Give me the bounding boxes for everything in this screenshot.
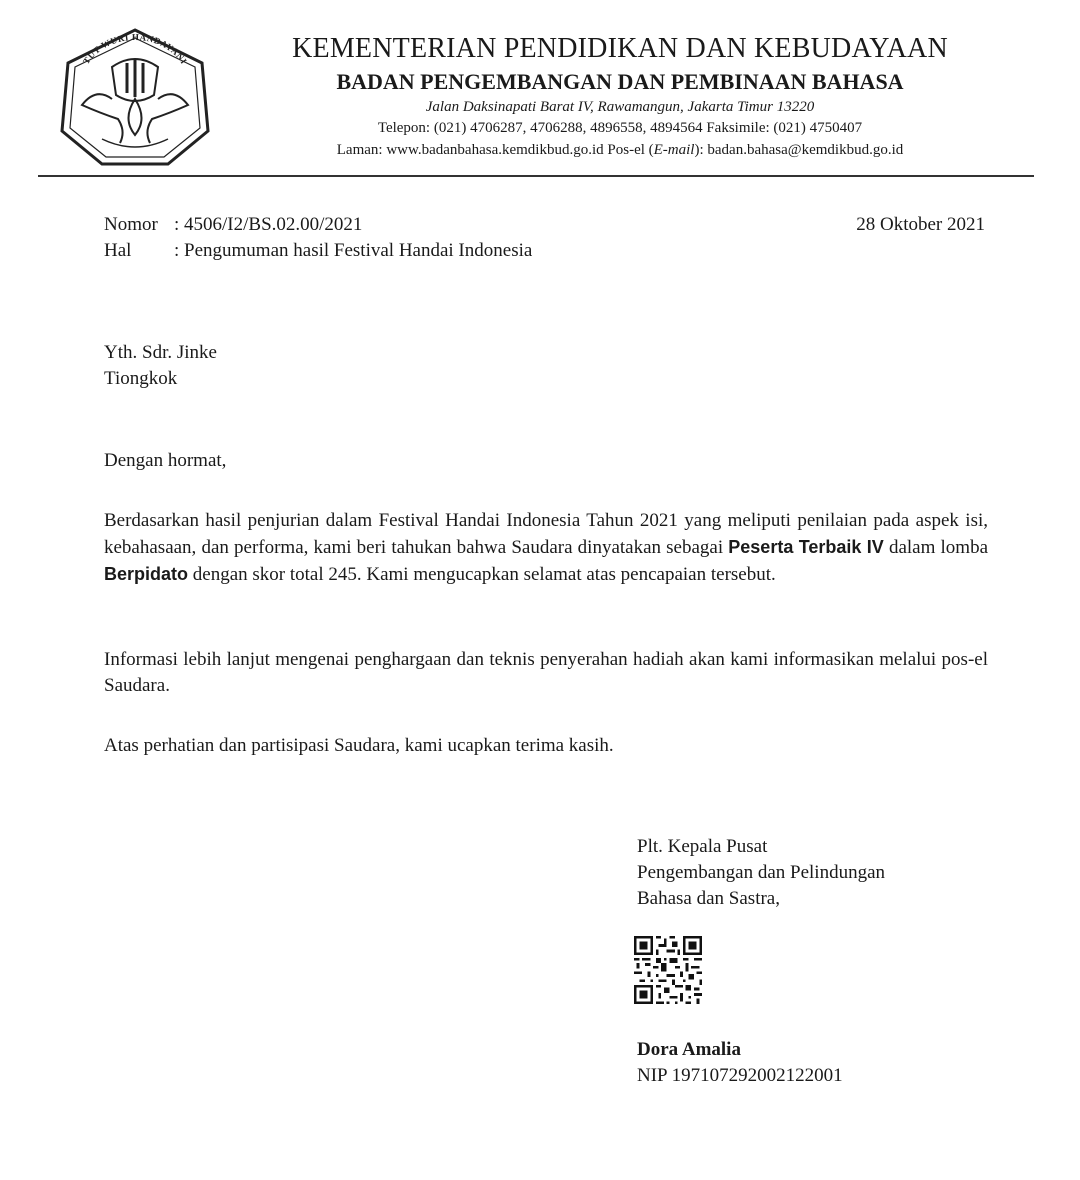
letterhead-email-label: E-mail (653, 142, 695, 158)
letter-date: 28 Oktober 2021 (856, 214, 985, 235)
p1-competition: Berpidato (104, 564, 189, 584)
letter-subject (104, 238, 532, 264)
nomor-label: Nomor (104, 214, 158, 235)
hal-label: Hal (104, 240, 132, 261)
logo-motto-text: TUT WURI HANDAYANI (80, 31, 190, 66)
letterhead-web (220, 142, 1020, 159)
p1-text-a: Berdasarkan hasil penjurian dalam Festival Handai Indonesia Tahun 2021 yang meliputi penilaian pada aspek isi, kebahasaan, dan performa, kami beri tahukan bahwa Saudara dinyatakan sebagai (104, 510, 988, 558)
letterhead-ministry: KEMENTERIAN PENDIDIKAN DAN KEBUDAYAAN (292, 33, 948, 64)
body-paragraph-3: Atas perhatian dan partisipasi Saudara, kami ucapkan terima kasih. (104, 735, 614, 756)
letterhead-phone: Telepon: (021) 4706287, 4706288, 4896558, 4894564 Faksimile: (021) 4750407 (377, 120, 863, 136)
body-paragraph-1 (104, 508, 988, 588)
letterhead-web-prefix: Laman: www.badanbahasa.kemdikbud.go.id Pos-el ( (336, 142, 654, 158)
letterhead-divider (38, 175, 1034, 177)
body-paragraph-2: Informasi lebih lanjut mengenai penghargaan dan teknis penyerahan hadiah akan kami informasikan melalui pos-el Saudara. (104, 649, 988, 696)
letterhead-web-suffix: ): badan.bahasa@kemdikbud.go.id (694, 142, 904, 158)
letterhead-address: Jalan Daksinapati Barat IV, Rawamangun, Jakarta Timur 13220 (425, 99, 815, 115)
signature-qr-code (634, 936, 702, 1004)
signatory-name: Dora Amalia (637, 1039, 741, 1060)
nomor-value: : 4506/I2/BS.02.00/2021 (174, 214, 363, 235)
greeting: Dengan hormat, (104, 450, 227, 471)
signatory-title-3: Bahasa dan Sastra, (637, 888, 780, 909)
tut-wuri-handayani-logo (56, 27, 214, 167)
hal-value: : Pengumuman hasil Festival Handai Indonesia (174, 240, 533, 261)
p1-award: Peserta Terbaik IV (728, 537, 884, 557)
recipient-name: Yth. Sdr. Jinke (104, 342, 217, 363)
letter-number (104, 212, 362, 238)
signatory-title-2: Pengembangan dan Pelindungan (637, 862, 886, 883)
p1-text-c: dengan skor total 245. Kami mengucapkan selamat atas pencapaian tersebut. (188, 564, 776, 585)
letterhead-agency: BADAN PENGEMBANGAN DAN PEMBINAAN BAHASA (336, 69, 904, 94)
signatory-title-1: Plt. Kepala Pusat (637, 836, 768, 857)
recipient-country: Tiongkok (104, 368, 178, 389)
p1-text-b: dalam lomba (883, 537, 989, 558)
signatory-nip: NIP 197107292002122001 (637, 1065, 843, 1086)
